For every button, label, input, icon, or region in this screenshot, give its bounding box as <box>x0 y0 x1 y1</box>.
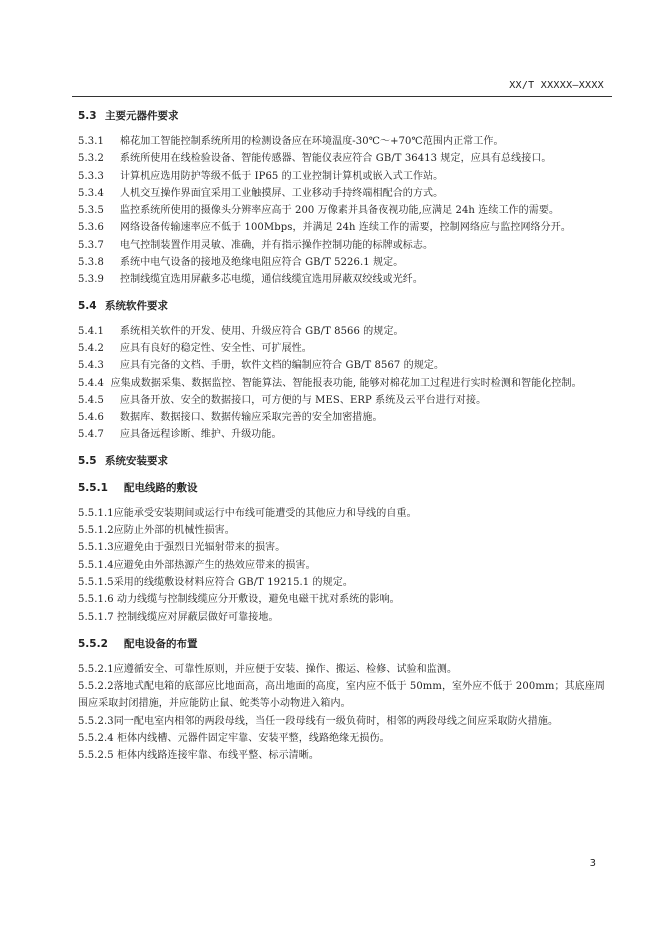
subsection-heading-5-5-1 <box>78 480 610 497</box>
clause-number: 5.5.1.3 <box>78 542 114 554</box>
clause-number: 5.3.4 <box>78 187 104 199</box>
document-code: XX/T XXXXX—XXXX <box>509 80 604 91</box>
section-heading-5-5 <box>78 453 610 470</box>
clause-number: 5.5.1.1 <box>78 507 114 519</box>
clause-5-3-2 <box>78 150 610 167</box>
clause-number: 5.4.6 <box>78 412 104 424</box>
clause-5-5-2-4 <box>78 730 610 747</box>
document-body <box>78 108 610 765</box>
clause-5-5-1-2 <box>78 522 610 539</box>
clause-5-5-1-4 <box>78 557 610 574</box>
clause-number: 5.5.2.1 <box>78 663 114 675</box>
clause-text: 应避免由于强烈日光辐射带来的损害。 <box>113 542 286 554</box>
clause-number: 5.3.5 <box>78 205 104 217</box>
clause-5-3-5 <box>78 202 610 219</box>
section-heading-5-4 <box>78 298 610 315</box>
clause-text: 同一配电室内相邻的两段母线，当任一段母线有一级负荷时，相邻的两段母线之间应采取防火措施。 <box>113 715 559 727</box>
clause-5-4-1 <box>78 323 610 340</box>
section-title: 系统安装要求 <box>105 454 168 467</box>
clause-text: 应具有完备的文档、手册，软件文档的编制应符合 GB/T 8567 的规定。 <box>120 360 445 372</box>
clause-number: 5.4.7 <box>78 429 104 441</box>
clause-number: 5.4.5 <box>78 394 104 406</box>
clause-5-3-1 <box>78 133 610 150</box>
clause-number: 5.3.1 <box>78 136 104 147</box>
clause-text: 应集成数据采集、数据监控、智能算法、智能报表功能, 能够对棉花加工过程进行实时检测和智能化控制。 <box>110 377 582 389</box>
clause-text: 应避免由外部热源产生的热效应带来的损害。 <box>113 559 316 571</box>
clause-number: 5.4.3 <box>78 360 104 372</box>
spacer <box>78 289 610 298</box>
clause-number: 5.3.7 <box>78 239 104 251</box>
clause-text: 落地式配电箱的底部应比地面高，高出地面的高度，室内应不低于 50mm，室外应不低于 200mm；其底座周围应采取封闭措施，并应能防止鼠、蛇类等小动物进入箱内。 <box>78 681 605 710</box>
clause-text: 柜体内线槽、元器件固定牢靠、安装平整，线路绝缘无损伤。 <box>113 733 390 745</box>
clause-number: 5.5.2.2 <box>78 681 114 693</box>
clause-text: 棉花加工智能控制系统所用的检测设备应在环境温度-30℃～+70℃范围内正常工作。 <box>120 136 504 147</box>
clause-5-5-2-5 <box>78 747 610 764</box>
section-title: 主要元器件要求 <box>105 110 179 122</box>
clause-5-3-4 <box>78 185 610 202</box>
clause-text: 应防止外部的机械性损害。 <box>113 525 235 537</box>
clause-text: 控制线缆宜选用屏蔽多芯电缆，通信线缆宜选用屏蔽双绞线或光纤。 <box>120 274 423 286</box>
clause-5-3-7 <box>78 237 610 254</box>
subsection-heading-5-5-2 <box>78 636 610 653</box>
clause-number: 5.3.2 <box>78 153 104 165</box>
clause-text: 系统所使用在线检验设备、智能传感器、智能仪表应符合 GB/T 36413 规定，应具有总线接口。 <box>120 153 552 165</box>
clause-text: 应遵循安全、可靠性原则，并应便于安装、操作、搬运、检修、试验和监测。 <box>113 663 458 675</box>
clause-text: 数据库、数据接口、数据传输应采取完善的安全加密措施。 <box>120 412 383 424</box>
clause-number: 5.5.2.4 <box>78 733 114 745</box>
clause-number: 5.5.1.5 <box>78 576 114 588</box>
clause-5-5-2-1 <box>78 661 610 678</box>
clause-number: 5.4.2 <box>78 342 104 354</box>
clause-5-5-1-6 <box>78 591 610 608</box>
spacer <box>78 444 610 453</box>
clause-text: 系统相关软件的开发、使用、升级应符合 GB/T 8566 的规定。 <box>120 325 404 337</box>
clause-text: 控制线缆应对屏蔽层做好可靠接地。 <box>113 611 279 623</box>
clause-5-4-5 <box>78 392 610 409</box>
clause-5-4-2 <box>78 340 610 357</box>
header-rule <box>72 96 612 97</box>
section-number: 5.3 <box>78 110 97 122</box>
clause-5-5-2-2 <box>78 678 610 713</box>
clause-text: 系统中电气设备的接地及绝缘电阻应符合 GB/T 5226.1 规定。 <box>120 257 404 269</box>
clause-number: 5.5.1.2 <box>78 525 114 537</box>
section-heading-5-3 <box>78 108 610 125</box>
clause-text: 动力线缆与控制线缆应分开敷设，避免电磁干扰对系统的影响。 <box>113 594 400 606</box>
clause-number: 5.5.1.4 <box>78 559 114 571</box>
clause-5-4-6 <box>78 409 610 426</box>
clause-number: 5.4.4 <box>78 377 104 389</box>
clause-5-3-8 <box>78 254 610 271</box>
clause-number: 5.5.2.3 <box>78 715 114 727</box>
clause-5-4-3 <box>78 357 610 374</box>
clause-number: 5.5.2.5 <box>78 750 114 762</box>
clause-5-5-1-1 <box>78 505 610 522</box>
clause-5-5-1-5 <box>78 574 610 591</box>
clause-5-3-9 <box>78 271 610 288</box>
clause-5-4-7 <box>78 426 610 443</box>
clause-text: 计算机应选用防护等级不低于 IP65 的工业控制计算机或嵌入式工作站。 <box>120 170 444 182</box>
section-number: 5.5 <box>78 454 97 467</box>
clause-text: 应能承受安装期间或运行中布线可能遭受的其他应力和导线的自重。 <box>113 507 417 519</box>
clause-number: 5.3.6 <box>78 222 104 234</box>
clause-text: 监控系统所使用的摄像头分辨率应高于 200 万像素并具备夜视功能,应满足 24h 连续工作的需要。 <box>120 205 560 217</box>
clause-text: 网络设备传输速率应不低于 100Mbps，并满足 24h 连续工作的需要，控制网络应与监控网络分开。 <box>120 222 571 234</box>
subsection-title: 配电设备的布置 <box>124 637 198 650</box>
clause-text: 柜体内线路连接牢靠、布线平整、标示清晰。 <box>113 750 319 762</box>
clause-5-3-6 <box>78 219 610 236</box>
clause-number: 5.4.1 <box>78 325 104 337</box>
clause-5-5-2-3 <box>78 713 610 730</box>
clause-number: 5.5.1.7 <box>78 611 114 623</box>
clause-number: 5.3.8 <box>78 257 104 269</box>
clause-number: 5.3.9 <box>78 274 104 286</box>
clause-text: 采用的线缆敷设材料应符合 GB/T 19215.1 的规定。 <box>113 576 353 588</box>
page-number: 3 <box>589 858 596 869</box>
subsection-number: 5.5.2 <box>78 637 108 650</box>
clause-5-5-1-7 <box>78 609 610 626</box>
subsection-title: 配电线路的敷设 <box>124 481 198 494</box>
section-title: 系统软件要求 <box>105 299 168 312</box>
clause-text: 电气控制装置作用灵敏、准确，并有指示操作控制功能的标牌或标志。 <box>120 239 434 251</box>
clause-number: 5.3.3 <box>78 170 104 182</box>
clause-number: 5.5.1.6 <box>78 594 114 606</box>
section-number: 5.4 <box>78 299 97 312</box>
clause-text: 应具备开放、安全的数据接口，可方便的与 MES、ERP 系统及云平台进行对接。 <box>120 394 487 406</box>
clause-text: 人机交互操作界面宜采用工业触摸屏、工业移动手持终端相配合的方式。 <box>120 187 444 199</box>
clause-5-5-1-3 <box>78 539 610 556</box>
clause-5-4-4 <box>78 375 610 392</box>
clause-text: 应具有良好的稳定性、安全性、可扩展性。 <box>120 342 312 354</box>
clause-5-3-3 <box>78 168 610 185</box>
subsection-number: 5.5.1 <box>78 481 108 494</box>
clause-text: 应具备远程诊断、维护、升级功能。 <box>120 429 282 441</box>
